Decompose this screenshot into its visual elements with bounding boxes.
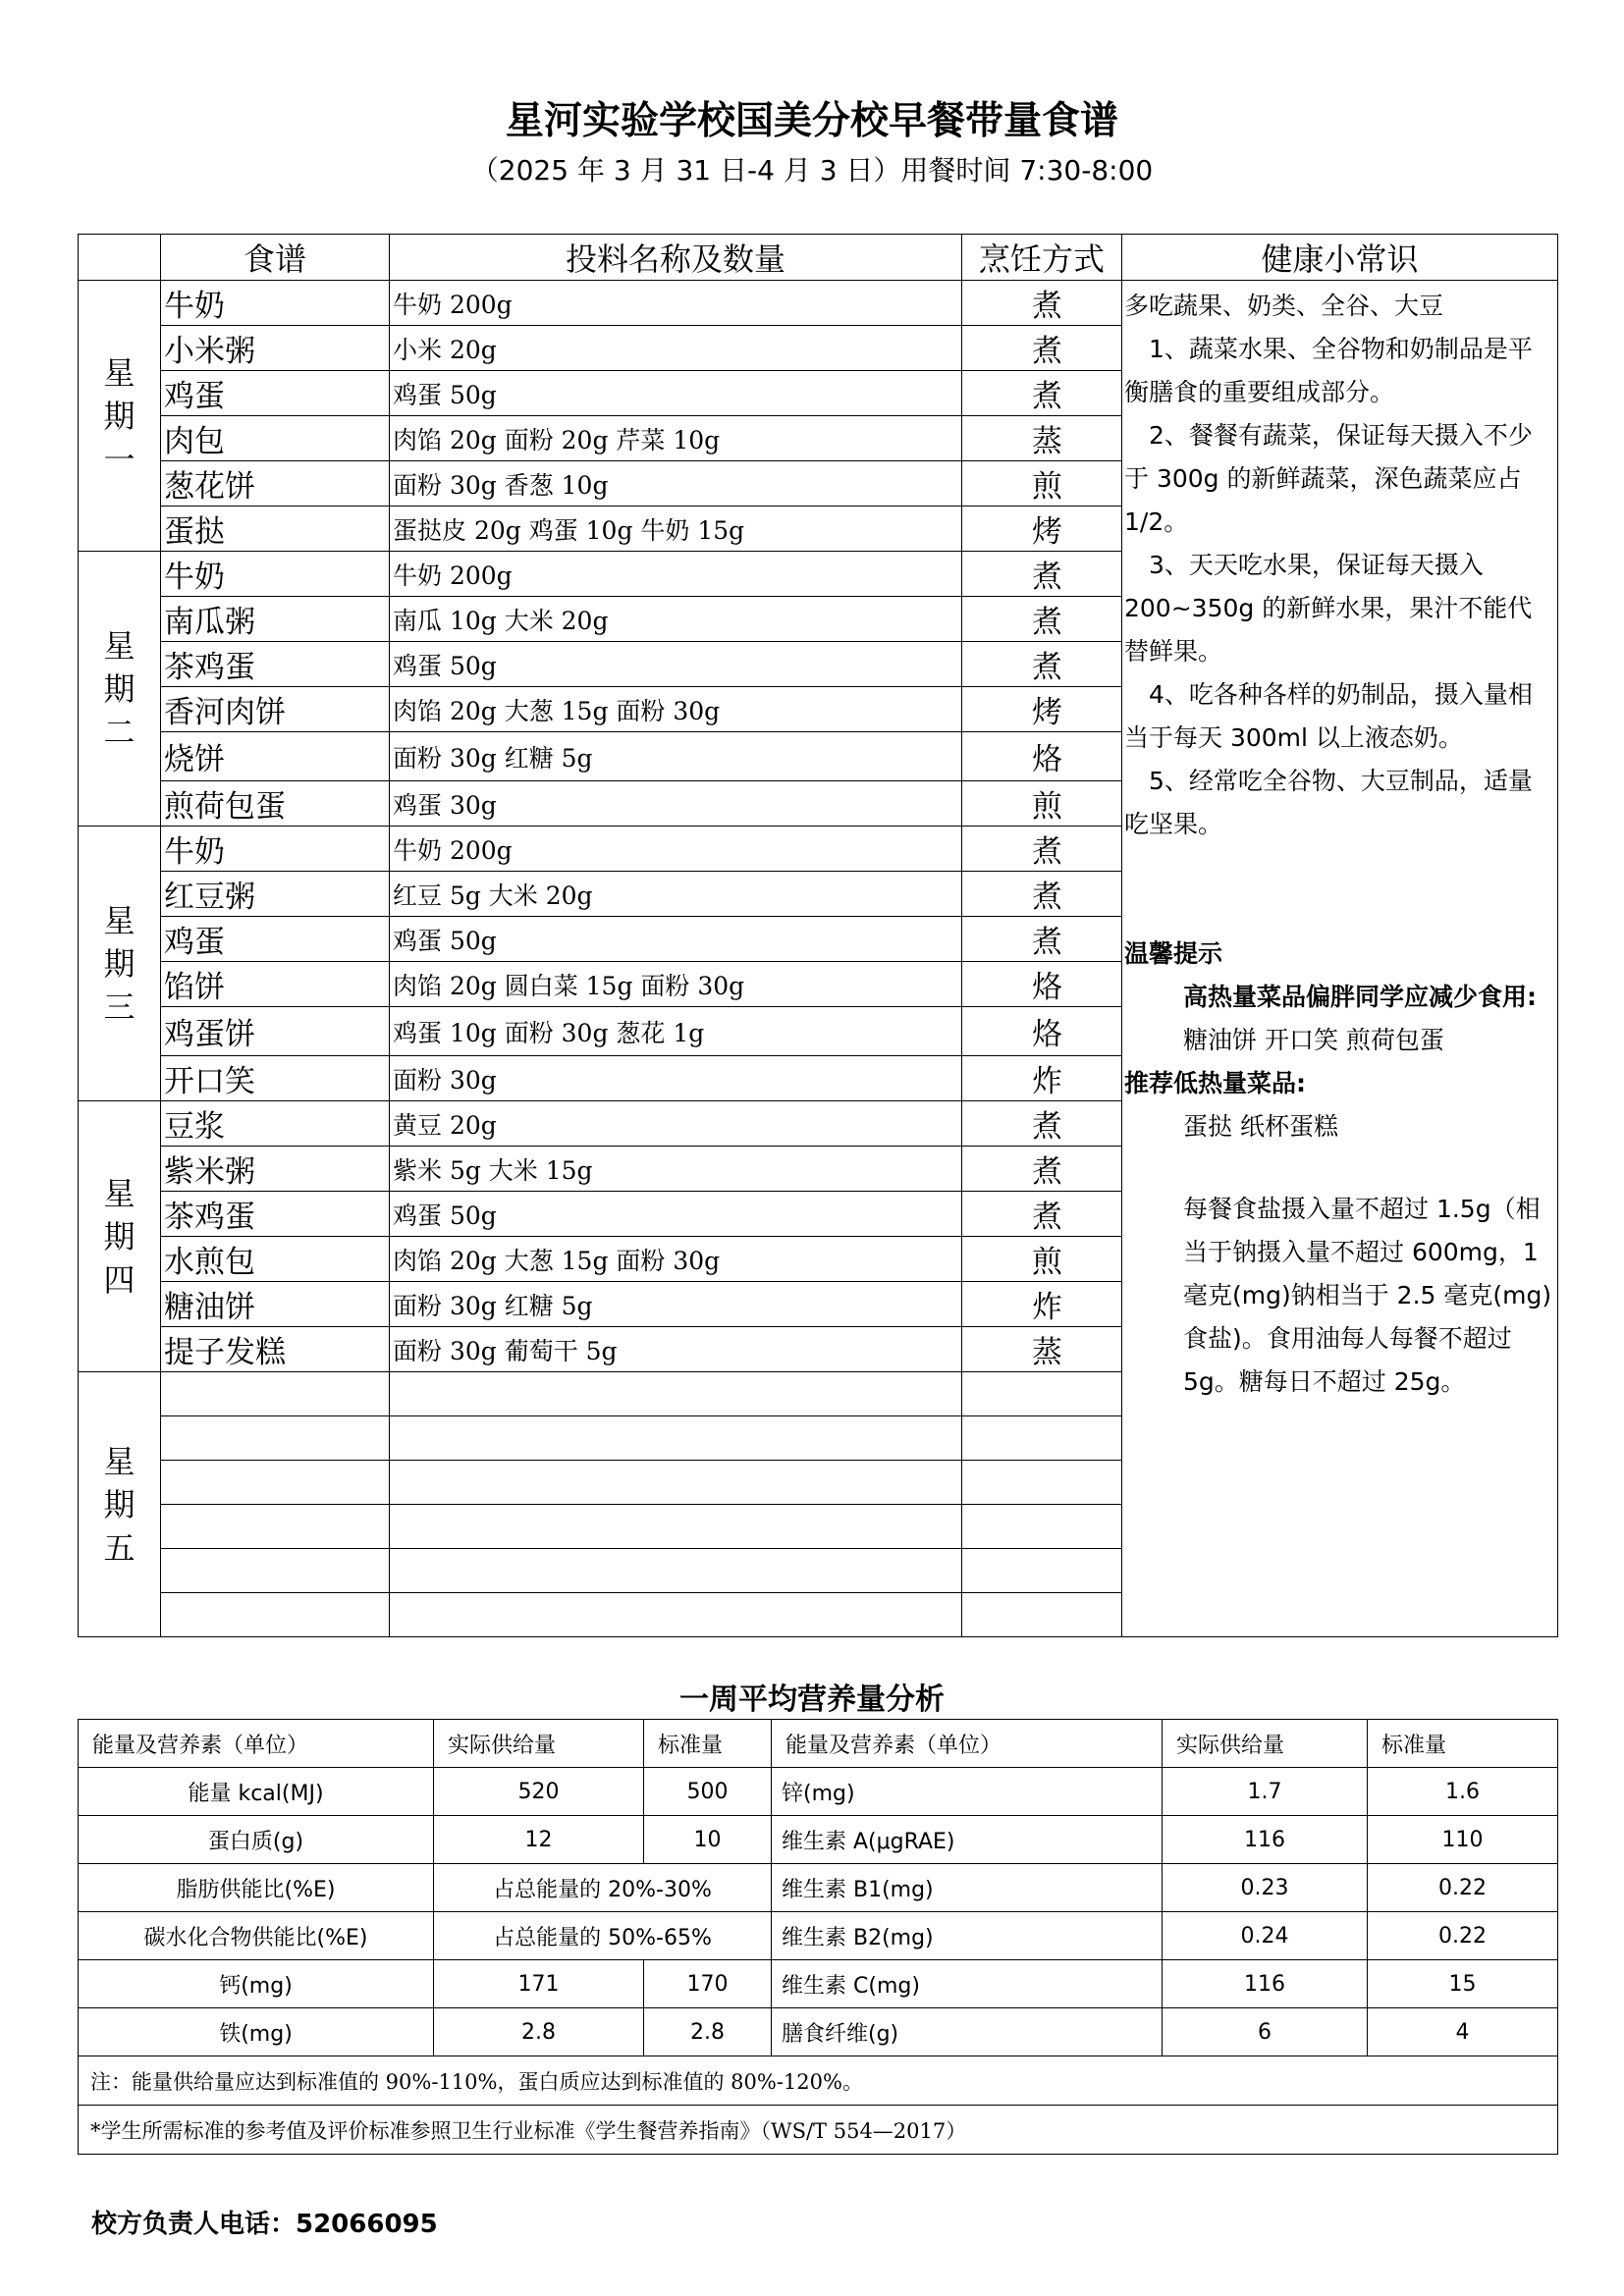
tip-item: 2、餐餐有蔬菜，保证每天摄入不少于 300g 的新鲜蔬菜，深色蔬菜应占 1/2。 xyxy=(1124,421,1533,536)
day-label-char: 四 xyxy=(103,1260,135,1299)
ingredient-list: 牛奶 200g xyxy=(390,281,962,326)
dish-name xyxy=(161,1372,390,1416)
cooking-method: 煮 xyxy=(962,642,1122,687)
dish-name: 鸡蛋饼 xyxy=(161,1007,390,1056)
dish-name: 馅饼 xyxy=(161,962,390,1007)
ingredient-list: 面粉 30g 香葱 10g xyxy=(390,461,962,507)
cooking-method: 煮 xyxy=(962,326,1122,371)
dish-name: 牛奶 xyxy=(161,281,390,326)
ingredient-list: 牛奶 200g xyxy=(390,552,962,597)
nutrient-standard: 170 xyxy=(644,1960,772,2008)
ingredient-list: 鸡蛋 50g xyxy=(390,642,962,687)
nutrient-name: 维生素 A(μgRAE) xyxy=(772,1816,1163,1864)
ingredient-list xyxy=(390,1593,962,1637)
dish-name: 牛奶 xyxy=(161,552,390,597)
tip-item: 4、吃各种各样的奶制品，摄入量相当于每天 300ml 以上液态奶。 xyxy=(1124,680,1533,752)
high-calorie-items: 糖油饼 开口笑 煎荷包蛋 xyxy=(1183,1026,1444,1054)
nutrient-name: 维生素 B2(mg) xyxy=(772,1912,1163,1960)
nutrition-table xyxy=(78,1719,1558,2155)
nutrition-header-actual-1: 实际供给量 xyxy=(434,1720,644,1768)
ingredient-list: 鸡蛋 10g 面粉 30g 葱花 1g xyxy=(390,1007,962,1056)
ingredient-list: 肉馅 20g 圆白菜 15g 面粉 30g xyxy=(390,962,962,1007)
nutrient-standard: 2.8 xyxy=(644,2008,772,2056)
day-label-char: 星 xyxy=(103,1442,135,1480)
nutrition-header-nutrient-1: 能量及营养素（单位） xyxy=(79,1720,434,1768)
dish-name: 糖油饼 xyxy=(161,1282,390,1327)
ingredient-list xyxy=(390,1372,962,1416)
cooking-method: 煮 xyxy=(962,281,1122,326)
cooking-method: 炸 xyxy=(962,1056,1122,1101)
ingredient-list: 面粉 30g 红糖 5g xyxy=(390,732,962,781)
cooking-method xyxy=(962,1372,1122,1416)
nutrition-reference-row xyxy=(79,2106,1558,2155)
cooking-method: 炸 xyxy=(962,1282,1122,1327)
day-label-char: 星 xyxy=(103,1174,135,1212)
cooking-method: 煮 xyxy=(962,552,1122,597)
day-label-char: 期 xyxy=(103,1485,135,1523)
ingredient-list xyxy=(390,1549,962,1593)
low-calorie-title: 推荐低热量菜品: xyxy=(1124,1069,1306,1097)
nutrient-actual: 1.7 xyxy=(1163,1768,1368,1816)
menu-header-method: 烹饪方式 xyxy=(962,235,1122,281)
dish-name: 鸡蛋 xyxy=(161,917,390,962)
nutrient-standard: 0.22 xyxy=(1368,1864,1558,1912)
cooking-method: 烙 xyxy=(962,732,1122,781)
menu-table xyxy=(78,234,1558,1637)
cooking-method: 煮 xyxy=(962,1147,1122,1192)
dish-name: 红豆粥 xyxy=(161,872,390,917)
nutrient-name: 能量 kcal(MJ) xyxy=(79,1768,434,1816)
ingredient-list: 牛奶 200g xyxy=(390,827,962,872)
dish-name xyxy=(161,1505,390,1549)
nutrient-actual: 0.24 xyxy=(1163,1912,1368,1960)
health-tips xyxy=(1122,281,1558,1637)
cooking-method: 蒸 xyxy=(962,1327,1122,1372)
nutrient-standard: 15 xyxy=(1368,1960,1558,2008)
cooking-method: 烙 xyxy=(962,962,1122,1007)
cooking-method: 煮 xyxy=(962,597,1122,642)
nutrient-standard: 110 xyxy=(1368,1816,1558,1864)
cooking-method: 煮 xyxy=(962,1101,1122,1147)
dish-name: 煎荷包蛋 xyxy=(161,781,390,827)
day-label xyxy=(79,281,161,552)
cooking-method xyxy=(962,1593,1122,1637)
dish-name xyxy=(161,1549,390,1593)
cooking-method: 煮 xyxy=(962,827,1122,872)
nutrient-standard: 1.6 xyxy=(1368,1768,1558,1816)
dish-name: 提子发糕 xyxy=(161,1327,390,1372)
cooking-method xyxy=(962,1549,1122,1593)
cooking-method: 煮 xyxy=(962,872,1122,917)
ingredient-list: 南瓜 10g 大米 20g xyxy=(390,597,962,642)
cooking-method: 蒸 xyxy=(962,416,1122,461)
nutrient-name: 维生素 B1(mg) xyxy=(772,1864,1163,1912)
nutrient-actual: 116 xyxy=(1163,1960,1368,2008)
menu-header-row xyxy=(79,235,1558,281)
nutrition-row xyxy=(79,1864,1558,1912)
day-label-char: 二 xyxy=(103,713,135,751)
nutrient-name: 铁(mg) xyxy=(79,2008,434,2056)
nutrition-title: 一周平均营养量分析 xyxy=(679,1682,945,1717)
dish-name: 葱花饼 xyxy=(161,461,390,507)
nutrient-actual: 2.8 xyxy=(434,2008,644,2056)
cooking-method: 煎 xyxy=(962,1237,1122,1282)
reminder-text: 高热量菜品偏胖同学应减少食用: xyxy=(1183,983,1537,1011)
nutrient-name: 蛋白质(g) xyxy=(79,1816,434,1864)
nutrition-row xyxy=(79,1960,1558,2008)
dish-name: 茶鸡蛋 xyxy=(161,642,390,687)
nutrient-standard: 4 xyxy=(1368,2008,1558,2056)
menu-row xyxy=(79,281,1558,326)
day-label-char: 期 xyxy=(103,944,135,983)
nutrition-header-standard-2: 标准量 xyxy=(1368,1720,1558,1768)
ingredient-list: 鸡蛋 30g xyxy=(390,781,962,827)
nutrition-row xyxy=(79,2008,1558,2056)
ingredient-list: 肉馅 20g 大葱 15g 面粉 30g xyxy=(390,1237,962,1282)
nutrition-note-row xyxy=(79,2056,1558,2106)
page-subtitle: （2025 年 3 月 31 日-4 月 3 日）用餐时间 7:30-8:00 xyxy=(470,154,1154,187)
nutrient-standard: 0.22 xyxy=(1368,1912,1558,1960)
dish-name: 蛋挞 xyxy=(161,507,390,552)
cooking-method xyxy=(962,1505,1122,1549)
nutrition-row xyxy=(79,1768,1558,1816)
ingredient-list: 紫米 5g 大米 15g xyxy=(390,1147,962,1192)
menu-header-ingredients: 投料名称及数量 xyxy=(390,235,962,281)
nutrient-name: 脂肪供能比(%E) xyxy=(79,1864,434,1912)
spacer xyxy=(1124,846,1555,933)
nutrient-actual: 171 xyxy=(434,1960,644,2008)
menu-header-dish: 食谱 xyxy=(161,235,390,281)
dish-name: 小米粥 xyxy=(161,326,390,371)
dish-name: 烧饼 xyxy=(161,732,390,781)
page-title: 星河实验学校国美分校早餐带量食谱 xyxy=(505,99,1118,143)
nutrition-row xyxy=(79,1912,1558,1960)
cooking-method: 煎 xyxy=(962,461,1122,507)
day-label-char: 期 xyxy=(103,1217,135,1255)
ingredient-list: 鸡蛋 50g xyxy=(390,1192,962,1237)
nutrient-energy-ratio: 占总能量的 50%-65% xyxy=(434,1912,772,1960)
dish-name: 鸡蛋 xyxy=(161,371,390,416)
dish-name: 南瓜粥 xyxy=(161,597,390,642)
nutrient-name: 碳水化合物供能比(%E) xyxy=(79,1912,434,1960)
ingredient-list: 黄豆 20g xyxy=(390,1101,962,1147)
nutrient-name: 膳食纤维(g) xyxy=(772,2008,1163,2056)
ingredient-list xyxy=(390,1505,962,1549)
tip-item: 3、天天吃水果，保证每天摄入 200~350g 的新鲜水果，果汁不能代替鲜果。 xyxy=(1124,551,1533,666)
day-label-char: 星 xyxy=(103,626,135,665)
tips-intro: 多吃蔬果、奶类、全谷、大豆 xyxy=(1124,292,1444,320)
dish-name xyxy=(161,1593,390,1637)
day-label-char: 期 xyxy=(103,669,135,708)
dish-name: 豆浆 xyxy=(161,1101,390,1147)
day-label xyxy=(79,1372,161,1637)
nutrient-name: 钙(mg) xyxy=(79,1960,434,2008)
day-label-char: 五 xyxy=(103,1528,135,1567)
nutrient-energy-ratio: 占总能量的 20%-30% xyxy=(434,1864,772,1912)
nutrition-header-row xyxy=(79,1720,1558,1768)
ingredient-list: 面粉 30g xyxy=(390,1056,962,1101)
day-label-char: 期 xyxy=(103,397,135,435)
dish-name xyxy=(161,1416,390,1461)
nutrient-actual: 520 xyxy=(434,1768,644,1816)
day-label-char: 三 xyxy=(103,988,135,1026)
ingredient-list: 鸡蛋 50g xyxy=(390,371,962,416)
ingredient-list xyxy=(390,1416,962,1461)
dish-name: 紫米粥 xyxy=(161,1147,390,1192)
dish-name: 香河肉饼 xyxy=(161,687,390,732)
cooking-method: 烤 xyxy=(962,687,1122,732)
dish-name: 开口笑 xyxy=(161,1056,390,1101)
nutrient-actual: 0.23 xyxy=(1163,1864,1368,1912)
cooking-method: 烙 xyxy=(962,1007,1122,1056)
day-label xyxy=(79,827,161,1101)
ingredient-list: 蛋挞皮 20g 鸡蛋 10g 牛奶 15g xyxy=(390,507,962,552)
ingredient-list xyxy=(390,1461,962,1505)
day-label-char: 星 xyxy=(103,901,135,939)
nutrient-standard: 10 xyxy=(644,1816,772,1864)
dish-name: 牛奶 xyxy=(161,827,390,872)
nutrient-actual: 6 xyxy=(1163,2008,1368,2056)
cooking-method: 煎 xyxy=(962,781,1122,827)
cooking-method xyxy=(962,1461,1122,1505)
day-label-char: 星 xyxy=(103,353,135,392)
menu-header-day xyxy=(79,235,161,281)
day-label xyxy=(79,1101,161,1372)
nutrient-actual: 12 xyxy=(434,1816,644,1864)
tip-item: 5、经常吃全谷物、大豆制品，适量吃坚果。 xyxy=(1124,767,1533,838)
day-label-char: 一 xyxy=(103,440,135,478)
nutrient-actual: 116 xyxy=(1163,1816,1368,1864)
ingredient-list: 小米 20g xyxy=(390,326,962,371)
nutrition-header-actual-2: 实际供给量 xyxy=(1163,1720,1368,1768)
ingredient-list: 鸡蛋 50g xyxy=(390,917,962,962)
menu-header-tips: 健康小常识 xyxy=(1122,235,1558,281)
nutrition-header-standard-1: 标准量 xyxy=(644,1720,772,1768)
cooking-method: 烤 xyxy=(962,507,1122,552)
spacer xyxy=(1124,1148,1555,1188)
day-label xyxy=(79,552,161,827)
nutrition-reference: *学生所需标准的参考值及评价标准参照卫生行业标准《学生餐营养指南》（WS/T 554—2017） xyxy=(79,2106,1558,2155)
cooking-method: 煮 xyxy=(962,371,1122,416)
dish-name xyxy=(161,1461,390,1505)
contact-footer: 校方负责人电话：52066095 xyxy=(91,2210,438,2239)
tip-item: 1、蔬菜水果、全谷物和奶制品是平衡膳食的重要组成部分。 xyxy=(1124,335,1533,406)
ingredient-list: 面粉 30g 红糖 5g xyxy=(390,1282,962,1327)
ingredient-list: 肉馅 20g 大葱 15g 面粉 30g xyxy=(390,687,962,732)
dish-name: 肉包 xyxy=(161,416,390,461)
cooking-method: 煮 xyxy=(962,917,1122,962)
nutrient-standard: 500 xyxy=(644,1768,772,1816)
cooking-method xyxy=(962,1416,1122,1461)
ingredient-list: 面粉 30g 葡萄干 5g xyxy=(390,1327,962,1372)
nutrient-name: 锌(mg) xyxy=(772,1768,1163,1816)
ingredient-list: 红豆 5g 大米 20g xyxy=(390,872,962,917)
reminder-title: 温馨提示 xyxy=(1124,939,1223,968)
cooking-method: 煮 xyxy=(962,1192,1122,1237)
nutrition-header-nutrient-2: 能量及营养素（单位） xyxy=(772,1720,1163,1768)
nutrition-note: 注：能量供给量应达到标准值的 90%-110%，蛋白质应达到标准值的 80%-120%。 xyxy=(79,2056,1558,2106)
dish-name: 水煎包 xyxy=(161,1237,390,1282)
low-calorie-items: 蛋挞 纸杯蛋糕 xyxy=(1183,1112,1338,1141)
salt-oil-sugar-advice: 每餐食盐摄入量不超过 1.5g（相当于钠摄入量不超过 600mg，1 毫克(mg)钠相当于 2.5 毫克(mg)食盐)。食用油每人每餐不超过 5g。糖每日不超过 25g。 xyxy=(1183,1195,1552,1396)
dish-name: 茶鸡蛋 xyxy=(161,1192,390,1237)
nutrition-row xyxy=(79,1816,1558,1864)
ingredient-list: 肉馅 20g 面粉 20g 芹菜 10g xyxy=(390,416,962,461)
nutrient-name: 维生素 C(mg) xyxy=(772,1960,1163,2008)
